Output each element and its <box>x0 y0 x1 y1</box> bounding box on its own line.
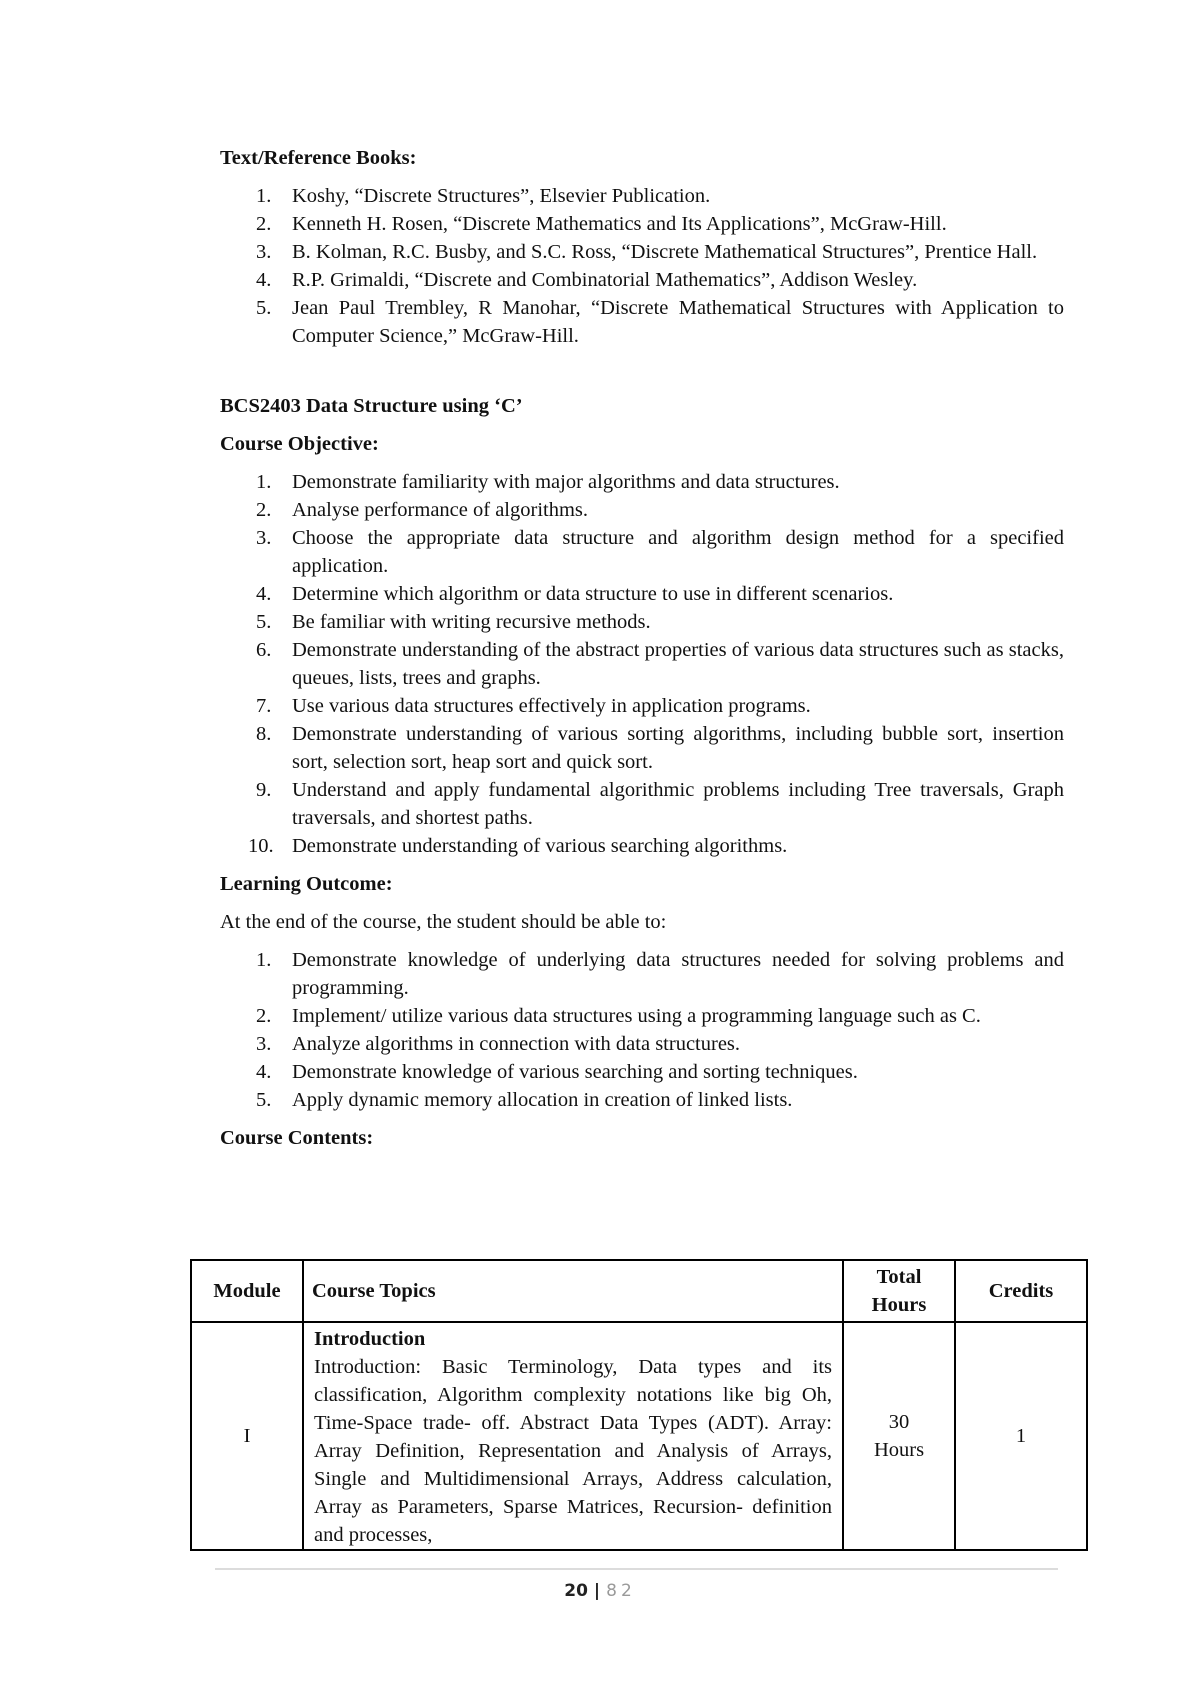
list-item: 4. R.P. Grimaldi, “Discrete and Combinatorial Mathematics”, Addison Wesley. <box>256 269 918 291</box>
contents-heading: Course Contents: <box>220 1127 374 1149</box>
list-item: 5. Be familiar with writing recursive methods. <box>256 611 651 633</box>
list-item: 3. B. Kolman, R.C. Busby, and S.C. Ross, “Discrete Mathematical Structures”, Prentice Hall. <box>256 241 1038 263</box>
outcomes-list <box>220 946 1064 1114</box>
table-header-row <box>191 1260 1087 1322</box>
list-item: 2. Implement/ utilize various data structures using a programming language such as C. <box>256 1005 981 1027</box>
objectives-list <box>220 468 1064 860</box>
list-item: 2. Analyse performance of algorithms. <box>256 499 589 521</box>
total-pages: 82 <box>606 1581 636 1601</box>
page-number: 20 <box>564 1581 588 1601</box>
list-item: 5. Apply dynamic memory allocation in creation of linked lists. <box>256 1089 793 1111</box>
list-item: 4. Determine which algorithm or data structure to use in different scenarios. <box>256 583 894 605</box>
list-item: 10. Demonstrate understanding of various searching algorithms. <box>248 835 788 857</box>
list-item: 7. Use various data structures effectively in application programs. <box>256 695 811 717</box>
list-item: 4. Demonstrate knowledge of various searching and sorting techniques. <box>256 1061 858 1083</box>
list-item: 1. Koshy, “Discrete Structures”, Elsevier Publication. <box>256 185 711 207</box>
list-item: 6. Demonstrate understanding of the abstract properties of various data structures such as stacks, queues, lists, trees and graphs. <box>256 639 1064 689</box>
topic-title: Introduction <box>314 1328 426 1350</box>
list-item: 5. Jean Paul Trembley, R Manohar, “Discrete Mathematical Structures with Application to Computer Science,” McGraw-Hill. <box>256 297 1064 347</box>
list-item: 1. Demonstrate knowledge of underlying data structures needed for solving problems and programming. <box>256 949 1064 999</box>
page-content <box>220 144 1064 1152</box>
outcome-intro: At the end of the course, the student should be able to: <box>220 911 667 933</box>
list-item: 9. Understand and apply fundamental algorithmic problems including Tree traversals, Graph traversals, and shortest paths. <box>256 779 1064 829</box>
list-item: 3. Choose the appropriate data structure and algorithm design method for a specified application. <box>256 527 1064 577</box>
footer-divider <box>215 1568 1058 1570</box>
hours-number: 30 <box>888 1411 910 1433</box>
outcome-heading: Learning Outcome: <box>220 873 393 895</box>
header-module: Module <box>191 1260 303 1322</box>
table-row <box>191 1322 1087 1550</box>
credits-cell: 1 <box>955 1322 1087 1550</box>
list-item: 8. Demonstrate understanding of various sorting algorithms, including bubble sort, insertion sort, selection sort, heap sort and quick sort. <box>256 723 1064 773</box>
references-list <box>220 182 1064 350</box>
course-title: BCS2403 Data Structure using ‘C’ <box>220 395 523 417</box>
header-credits: Credits <box>955 1260 1087 1322</box>
course-contents-table <box>190 1259 1088 1551</box>
list-item: 1. Demonstrate familiarity with major algorithms and data structures. <box>256 471 840 493</box>
hours-cell <box>843 1322 955 1550</box>
objective-heading: Course Objective: <box>220 433 379 455</box>
module-cell: I <box>191 1322 303 1550</box>
topics-cell <box>303 1322 843 1550</box>
topic-body: Introduction: Basic Terminology, Data types and its classification, Algorithm complexity notations like big Oh, Time-Space trade- off. Abstract Data Types (ADT). Array: Array Definition, Representation and Analysis of Arrays, Single and Multidimensional Arrays, Address calculation, Array as Parameters, Sparse Matrices, Recursion- definition and processes, <box>314 1356 832 1546</box>
page-footer <box>0 1577 1200 1605</box>
list-item: 3. Analyze algorithms in connection with data structures. <box>256 1033 741 1055</box>
header-course-topics: Course Topics <box>303 1260 843 1322</box>
footer-separator: | <box>593 1581 601 1601</box>
list-item: 2. Kenneth H. Rosen, “Discrete Mathematics and Its Applications”, McGraw-Hill. <box>256 213 947 235</box>
references-heading: Text/Reference Books: <box>220 147 417 169</box>
header-total-hours: Total Hours <box>843 1260 955 1322</box>
hours-unit: Hours <box>873 1439 925 1461</box>
